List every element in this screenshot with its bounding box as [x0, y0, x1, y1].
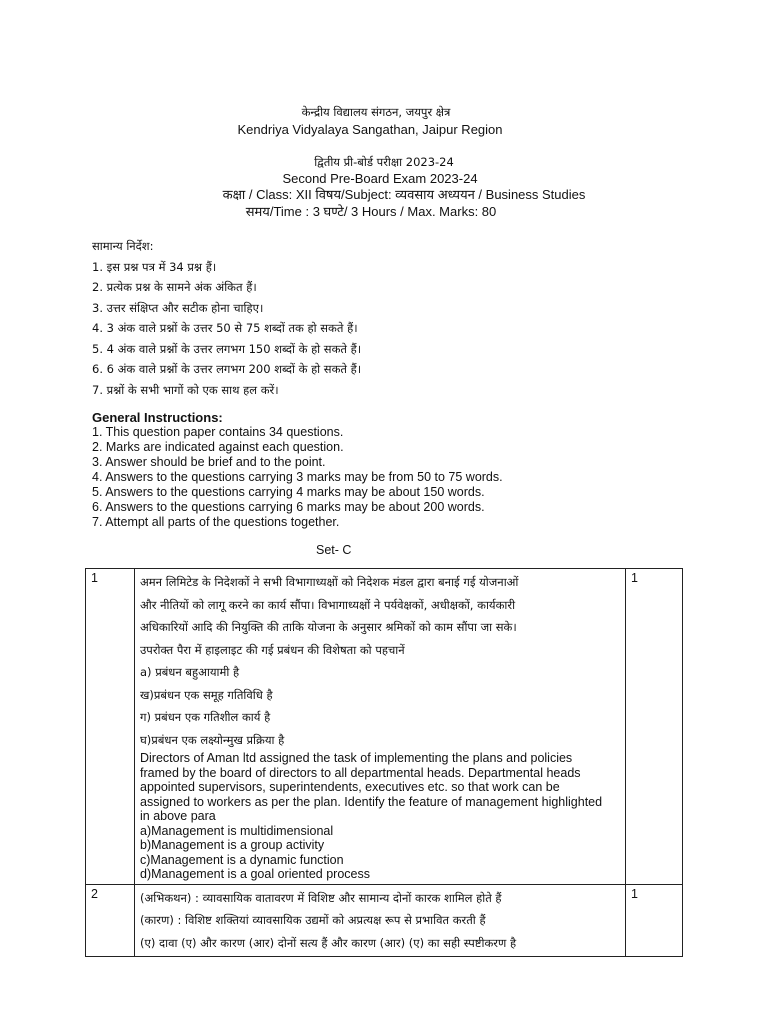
question-row: [86, 884, 683, 957]
option-hindi: (ए) दावा (ए) और कारण (आर) दोनों सत्य हैं और कारण (आर) (ए) का सही स्पष्टीकरण है: [140, 935, 517, 950]
instruction-hindi-item: 1. इस प्रश्न पत्र में 34 प्रश्न हैं।: [92, 259, 217, 274]
question-text-english: in above para: [140, 809, 216, 823]
question-marks: 1: [626, 569, 683, 885]
instruction-english-item: 6. Answers to the questions carrying 6 marks may be about 200 words.: [92, 500, 485, 514]
instruction-english-item: 3. Answer should be brief and to the point.: [92, 455, 326, 469]
option-hindi: घ)प्रबंधन एक लक्ष्योन्मुख प्रक्रिया है: [140, 732, 285, 747]
question-marks: 1: [626, 884, 683, 957]
option-hindi: ख)प्रबंधन एक समूह गतिविधि है: [140, 687, 273, 702]
instructions-english: [92, 410, 503, 530]
instruction-english-item: 2. Marks are indicated against each question.: [92, 440, 344, 454]
option-english: b)Management is a group activity: [140, 838, 325, 852]
question-text-hindi: अमन लिमिटेड के निदेशकों ने सभी विभागाध्यक्षों को निदेशक मंडल द्वारा बनाई गई योजनाओं: [140, 575, 519, 589]
class-subject-line: कक्षा / Class: XII विषय/Subject: व्यवसाय अध्ययन / Business Studies: [222, 187, 586, 202]
org-name-english: Kendriya Vidyalaya Sangathan, Jaipur Region: [237, 122, 503, 137]
question-number: 2: [86, 884, 135, 957]
time-marks-line: समय/Time : 3 घण्टे/ 3 Hours / Max. Marks: 80: [245, 204, 497, 219]
reason-hindi: (कारण) : विशिष्ट शक्तियां व्यावसायिक उद्यमों को अप्रत्यक्ष रूप से प्रभावित करती हैं: [140, 913, 486, 927]
instruction-hindi-item: 5. 4 अंक वाले प्रश्नों के उत्तर लगभग 150 शब्दों के हो सकते हैं।: [92, 341, 362, 356]
question-row: [86, 569, 683, 885]
instruction-hindi-item: 4. 3 अंक वाले प्रश्नों के उत्तर 50 से 75 शब्दों तक हो सकते हैं।: [92, 321, 358, 335]
instruction-hindi-item: 6. 6 अंक वाले प्रश्नों के उत्तर लगभग 200 शब्दों के हो सकते हैं।: [92, 362, 362, 376]
instruction-english-item: 1. This question paper contains 34 questions.: [92, 425, 344, 439]
question-text-hindi: उपरोक्त पैरा में हाइलाइट की गई प्रबंधन की विशेषता को पहचानें: [140, 642, 405, 657]
option-english: c)Management is a dynamic function: [140, 852, 344, 867]
question-text-hindi: और नीतियों को लागू करने का कार्य सौंपा। विभागाध्यक्षों ने पर्यवेक्षकों, अधीक्षकों, कार्यकारी: [140, 597, 516, 612]
instruction-english-item: 4. Answers to the questions carrying 3 marks may be from 50 to 75 words.: [92, 470, 503, 484]
instructions-hindi-title: सामान्य निर्देश:: [92, 239, 154, 253]
question-number: 1: [86, 569, 135, 885]
instruction-english-item: 7. Attempt all parts of the questions together.: [92, 515, 340, 529]
question-text-english: appointed supervisors, superintendents, executives etc. so that work can be: [140, 780, 560, 794]
exam-title-english: Second Pre-Board Exam 2023-24: [282, 171, 478, 186]
option-english: d)Management is a goal oriented process: [140, 867, 370, 881]
instructions-english-title: General Instructions:: [92, 410, 223, 425]
option-hindi: ग) प्रबंधन एक गतिशील कार्य है: [140, 710, 271, 724]
question-text-hindi: अधिकारियों आदि की नियुक्ति की ताकि योजना के अनुसार श्रमिकों को काम सौंपा जा सके।: [140, 620, 517, 634]
questions-table: [85, 568, 683, 957]
assertion-hindi: (अभिकथन) : व्यावसायिक वातावरण में विशिष्ट और सामान्य दोनों कारक शामिल होते हैं: [140, 890, 502, 905]
set-label: Set- C: [316, 543, 352, 557]
instruction-hindi-item: 2. प्रत्येक प्रश्न के सामने अंक अंकित हैं।: [92, 280, 257, 294]
option-english: a)Management is multidimensional: [140, 823, 334, 838]
question-text-english: assigned to workers as per the plan. Identify the feature of management highlighted: [140, 794, 603, 809]
exam-title-hindi: द्वितीय प्री-बोर्ड परीक्षा 2023-24: [314, 155, 454, 169]
question-body: [135, 569, 626, 885]
org-name-hindi: केन्द्रीय विद्यालय संगठन, जयपुर क्षेत्र: [301, 105, 451, 119]
question-text-english: framed by the board of directors to all departmental heads. Departmental heads: [140, 765, 581, 780]
question-body: [135, 884, 626, 957]
question-text-english: Directors of Aman ltd assigned the task of implementing the plans and policies: [140, 751, 573, 765]
instructions-hindi: [92, 236, 361, 400]
instruction-hindi-item: 3. उत्तर संक्षिप्त और सटीक होना चाहिए।: [92, 300, 264, 315]
instruction-english-item: 5. Answers to the questions carrying 4 marks may be about 150 words.: [92, 485, 485, 499]
instruction-hindi-item: 7. प्रश्नों के सभी भागों को एक साथ हल करें।: [92, 382, 279, 397]
option-hindi: a) प्रबंधन बहुआयामी है: [140, 665, 240, 679]
